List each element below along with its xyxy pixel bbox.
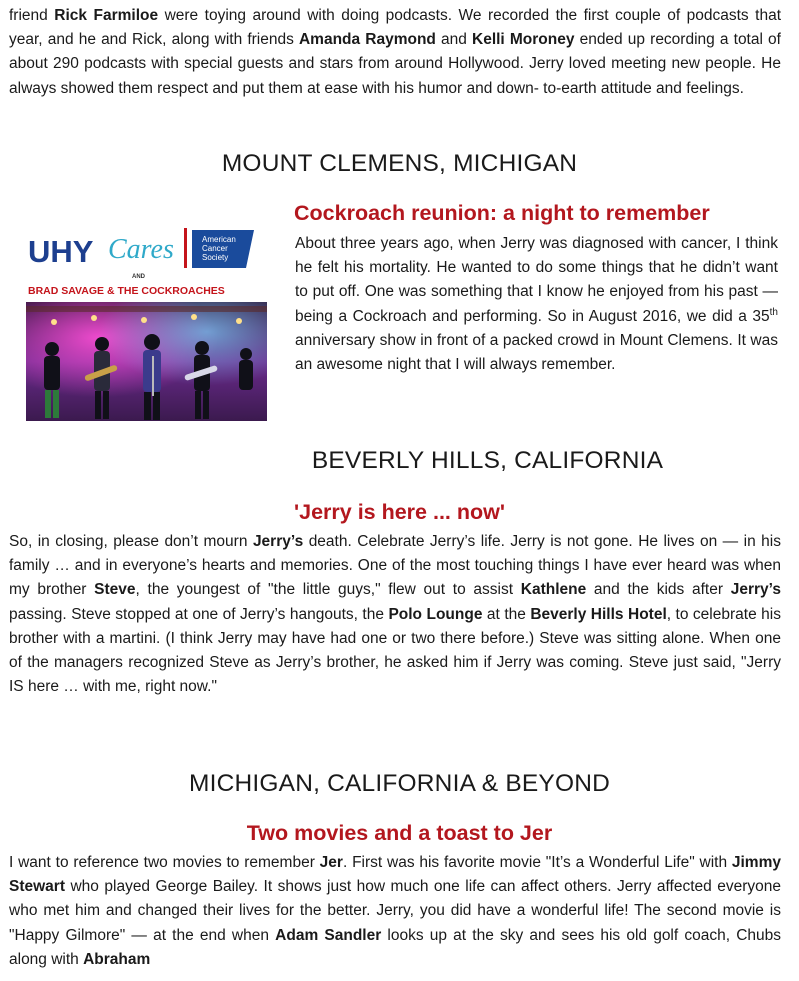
acs-line-3: Society <box>202 253 229 262</box>
band-stage-photo <box>26 302 267 421</box>
event-photo <box>24 214 269 421</box>
text-run: and the kids after <box>586 581 731 599</box>
event-flyer-graphic <box>24 214 269 421</box>
uhy-logo-text: UHY <box>28 234 94 269</box>
bold-run: Jerry’s <box>730 581 781 599</box>
cares-script-text: Cares <box>108 234 174 265</box>
section-heading-beverly-hills: BEVERLY HILLS, CALIFORNIA <box>311 447 664 474</box>
text-run: , the youngest of "the little guys," flew out to assist <box>135 581 521 599</box>
acs-line-2: Cancer <box>202 244 228 253</box>
bold-run: Abraham <box>83 950 151 968</box>
superscript-run: th <box>769 306 778 318</box>
story-title-two-movies: Two movies and a toast to Jer <box>246 821 553 845</box>
bold-run: Kathlene <box>520 581 587 599</box>
section-heading-mount-clemens: MOUNT CLEMENS, MICHIGAN <box>221 150 578 177</box>
cockroach-reunion-paragraph <box>295 232 778 377</box>
bold-run: Jerry’s <box>252 533 304 550</box>
text-run: anniversary show in front of a packed crowd in Mount Clemens. It was an awesome night that I will always remember. <box>295 331 778 374</box>
bold-run: Rick Farmiloe <box>54 7 159 24</box>
text-run: About three years ago, when Jerry was diagnosed with cancer, I think he felt his mortality. He wanted to do some things that he didn’t want to put off. One was something that I know he enjoyed from his past — being a Cockroach and performing. So in August 2016, we did a 35 <box>295 235 778 325</box>
story-title-cockroach-reunion: Cockroach reunion: a night to remember <box>294 201 710 225</box>
jerry-is-here-paragraph <box>9 530 781 699</box>
text-run: ended up recording a total of about 290 podcasts with special guests and stars from around Hollywood. Jerry loved meeting new people. He always showed them respect and put them at ease with his humor and down- to-earth attitude and feelings. <box>9 31 781 97</box>
band-name-text: BRAD SAVAGE & THE COCKROACHES <box>28 285 225 297</box>
flyer-and-text: AND <box>132 274 145 280</box>
bold-run: Adam Sandler <box>275 926 382 944</box>
bold-run: Polo Lounge <box>388 605 483 623</box>
text-run: . First was his favorite movie "It’s a Wonderful Life" with <box>342 854 732 871</box>
text-run: , to celebrate his brother with a martini. (I think Jerry may have had one or two there before.) Steve was sitting alone. When one of the managers recognized Steve as Jerry’s brother, he asked him if Jerry was coming. Steve just said, "Jerry IS here … with me, right now." <box>9 605 781 696</box>
story-title-jerry-is-here: 'Jerry is here ... now' <box>294 500 505 524</box>
bold-run: Kelli Moroney <box>472 31 575 49</box>
acs-line-1: American <box>202 235 236 244</box>
text-run: at the <box>482 605 531 623</box>
intro-paragraph <box>9 4 781 101</box>
text-run: death. Celebrate Jerry’s life. Jerry is not gone. He lives on — in his family … and in everyone’s hearts and memories. One of the most touching things I have ever heard was when my brother <box>9 533 781 599</box>
text-run: were toying around with doing podcasts. We recorded the first couple of podcasts that year, and he and Rick, along with friends <box>9 7 781 49</box>
bold-run: Jimmy Stewart <box>9 854 781 896</box>
text-run: So, in closing, please don’t mourn <box>9 533 253 550</box>
bold-run: Amanda Raymond <box>298 31 436 49</box>
acs-sword-icon <box>184 228 187 268</box>
two-movies-paragraph <box>9 851 781 972</box>
text-run: looks up at the sky and sees his old golf coach, Chubs along with <box>9 926 781 968</box>
bold-run: Steve <box>94 581 136 599</box>
bold-run: Beverly Hills Hotel <box>530 605 667 623</box>
bold-run: Jer <box>319 854 343 871</box>
text-run: I want to reference two movies to remember <box>9 854 320 871</box>
text-run: and <box>435 31 472 49</box>
section-heading-michigan-california: MICHIGAN, CALIFORNIA & BEYOND <box>188 770 610 797</box>
text-run: passing. Steve stopped at one of Jerry’s hangouts, the <box>9 605 389 623</box>
text-run: who played George Bailey. It shows just how much one life can affect others. Jerry affected everyone who met him and changed their lives for the better. Jerry, you did have a wonderful life! The second movie is "Happy Gilmore" — at the end when <box>9 878 781 944</box>
text-run: friend <box>9 7 55 24</box>
